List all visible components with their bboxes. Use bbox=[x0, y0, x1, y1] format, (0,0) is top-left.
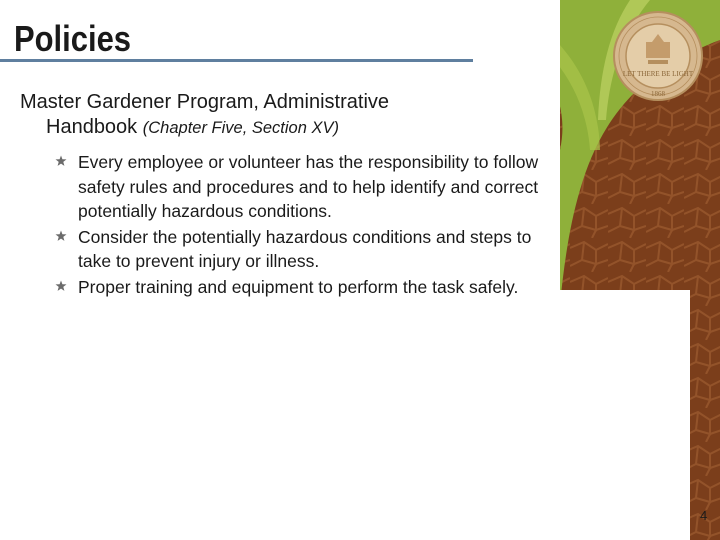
svg-text:LET THERE BE LIGHT: LET THERE BE LIGHT bbox=[622, 70, 694, 78]
university-seal-logo bbox=[612, 10, 704, 102]
lead-paragraph bbox=[20, 90, 520, 141]
lead-line-2-text: Handbook bbox=[46, 116, 138, 138]
bullet-item bbox=[55, 225, 545, 274]
lead-line-1: Master Gardener Program, Administrative bbox=[20, 91, 390, 113]
bullet-list bbox=[55, 150, 545, 300]
slide-title: Policies bbox=[14, 18, 132, 59]
lead-line-2 bbox=[20, 115, 520, 141]
bullet-text: Proper training and equipment to perform the task safely. bbox=[78, 276, 519, 297]
bullet-item bbox=[55, 150, 545, 224]
bullet-text: Every employee or volunteer has the responsibility to follow safety rules and procedures and to help identify and correct potentially hazardous conditions. bbox=[78, 152, 539, 221]
bullet-text: Consider the potentially hazardous conditions and steps to take to prevent injury or illness. bbox=[78, 226, 532, 271]
title-underline bbox=[0, 59, 473, 62]
svg-text:1868: 1868 bbox=[651, 90, 665, 98]
page-number: 4 bbox=[700, 508, 708, 523]
star-bullet-icon bbox=[55, 230, 67, 242]
content-panel-lower bbox=[0, 290, 690, 540]
star-bullet-icon bbox=[55, 280, 67, 292]
star-bullet-icon bbox=[55, 155, 67, 167]
bullet-item bbox=[55, 275, 545, 300]
lead-reference: (Chapter Five, Section XV) bbox=[142, 119, 339, 137]
